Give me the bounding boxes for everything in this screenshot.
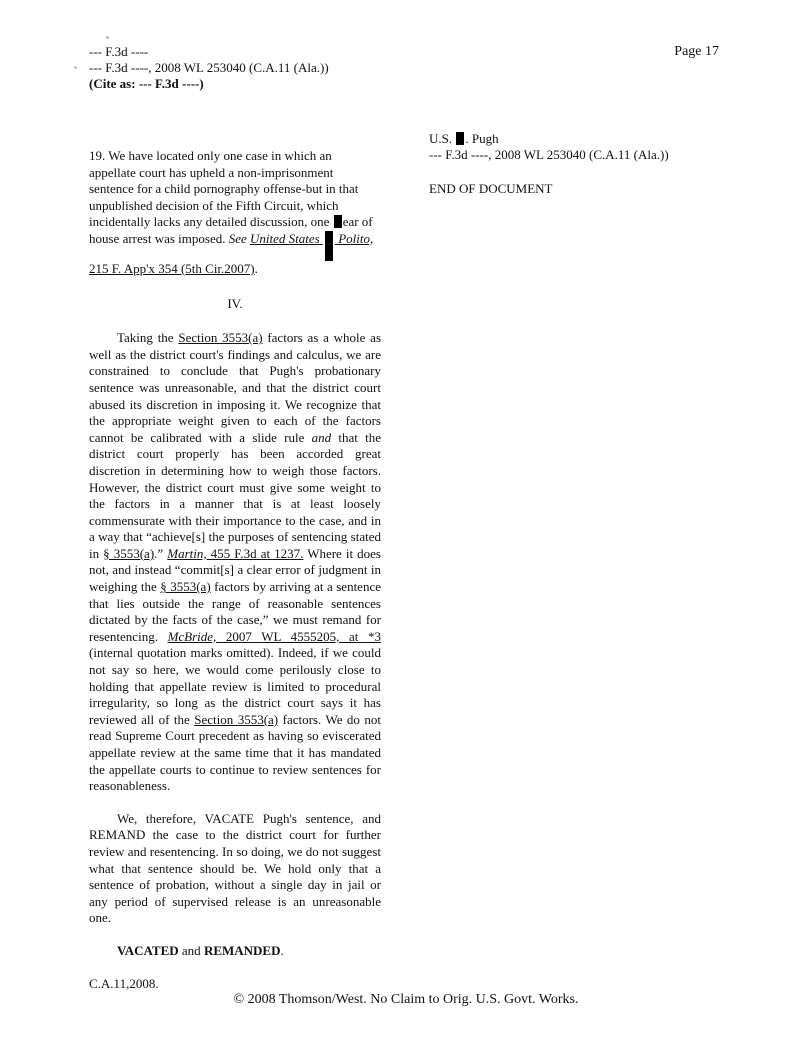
section-heading: IV. xyxy=(227,295,243,311)
disposition xyxy=(89,943,381,960)
see-signal: See xyxy=(228,230,247,246)
case-cite: 2007 WL 4555205, at *3 xyxy=(216,628,381,644)
text: factors by arriving at a sentence that lies outside the range of reasonable sentences dictated by the facts of the case,” we must remand for resentencing. xyxy=(89,579,381,644)
text: U.S. xyxy=(429,131,453,146)
text: . Pugh xyxy=(465,131,499,146)
header-cite-as: (Cite as: --- F.3d ----) xyxy=(89,76,204,91)
case-name-part: United States xyxy=(250,230,320,246)
punctuation: . xyxy=(254,260,258,276)
link-section-3553a[interactable]: Section 3553(a) xyxy=(194,711,279,727)
case-citation: --- F.3d ----, 2008 WL 253040 (C.A.11 (Ala.)) xyxy=(429,147,669,162)
scan-speck xyxy=(106,36,109,39)
text: factors as a whole as well as the district court's findings and calculus, we are constrained to conclude that Pugh's probationary sentence was unreasonable, and that the district court abused its discretion in imposing it. We recognize that the appropriate weight given to each of the factors cannot be calibrated with a slide rule xyxy=(89,330,382,445)
footnote-19 xyxy=(89,148,381,278)
header-citation-line: --- F.3d ----, 2008 WL 253040 (C.A.11 (Ala.)) xyxy=(89,60,329,75)
link-section-3553a[interactable]: Section 3553(a) xyxy=(178,330,263,346)
link-section-3553a[interactable]: § 3553(a) xyxy=(160,579,211,595)
remanded-text: REMANDED xyxy=(203,942,281,958)
page-number: Page 17 xyxy=(674,44,719,59)
case-cite: 455 F.3d at 1237. xyxy=(206,545,304,561)
text: that the district court properly has been accorded great discretion in determining how to weigh those factors. However, the district court must give some weight to the factors in a manner that is at least loosely commensurate with their importance to the case, and in a way that “achieve[s] the purposes of sentencing stated in xyxy=(89,429,381,561)
case-name-part: Polito, xyxy=(338,230,374,246)
end-of-document: END OF DOCUMENT xyxy=(429,181,553,196)
copyright-footer: © 2008 Thomson/West. No Claim to Orig. U.S. Govt. Works. xyxy=(233,992,579,1007)
link-martin[interactable] xyxy=(167,546,303,561)
court-line: C.A.11,2008. xyxy=(89,975,159,991)
text: Where it does not, and instead “commit[s] a clear error of judgment in weighing the xyxy=(89,545,381,595)
scan-speck xyxy=(74,66,77,69)
opinion-paragraph-1 xyxy=(89,330,381,795)
text: .” xyxy=(154,545,168,561)
text: factors. We do not read Supreme Court precedent as having so eviscerated appellate review at the same time that it has mandated the appellate courts to continue to review sentences for reasonableness. xyxy=(89,711,382,794)
header-reporter-line: --- F.3d ---- xyxy=(89,44,149,59)
link-mcbride[interactable] xyxy=(168,629,381,644)
footnote-text-cont: ear of house arrest was imposed. xyxy=(89,214,373,246)
case-name: Martin, xyxy=(167,545,207,561)
emphasis: and xyxy=(311,429,332,445)
redaction-mark xyxy=(456,132,464,145)
text: and xyxy=(178,942,204,958)
text: (internal quotation marks omitted). Indeed, if we could not say so here, we would come perilously close to holding that appellate review is limited to procedural irregularity, so long as the district court says it has reviewed all of the xyxy=(89,645,381,727)
right-column xyxy=(429,131,729,197)
redaction-mark xyxy=(325,231,333,261)
punctuation: . xyxy=(280,942,284,958)
case-name: McBride, xyxy=(167,628,217,644)
left-column xyxy=(89,148,381,992)
document-header xyxy=(89,44,329,92)
text: Taking the xyxy=(117,330,179,346)
opinion-paragraph-2: We, therefore, VACATE Pugh's sentence, and REMAND the case to the district court for further review and resentencing. In so doing, we do not suggest what that sentence should be. We hold only that a sentence of probation, without a single day in jail or any period of supervised release is an unreasonable one. xyxy=(89,810,381,926)
link-section-3553a[interactable]: § 3553(a) xyxy=(103,545,155,561)
citation-link-polito[interactable]: 215 F. App'x 354 (5th Cir.2007) xyxy=(89,260,255,276)
footnote-text: 19. We have located only one case in which an appellate court has upheld a non-imprisonment sentence for a child pornography offense-but in that unpublished decision of the Fifth Circuit, which incidentally lacks any detailed discussion, one xyxy=(89,148,359,230)
redaction-mark xyxy=(334,215,342,228)
case-link-polito[interactable] xyxy=(250,231,373,246)
vacated-text: VACATED xyxy=(117,942,179,958)
case-title xyxy=(429,131,729,147)
